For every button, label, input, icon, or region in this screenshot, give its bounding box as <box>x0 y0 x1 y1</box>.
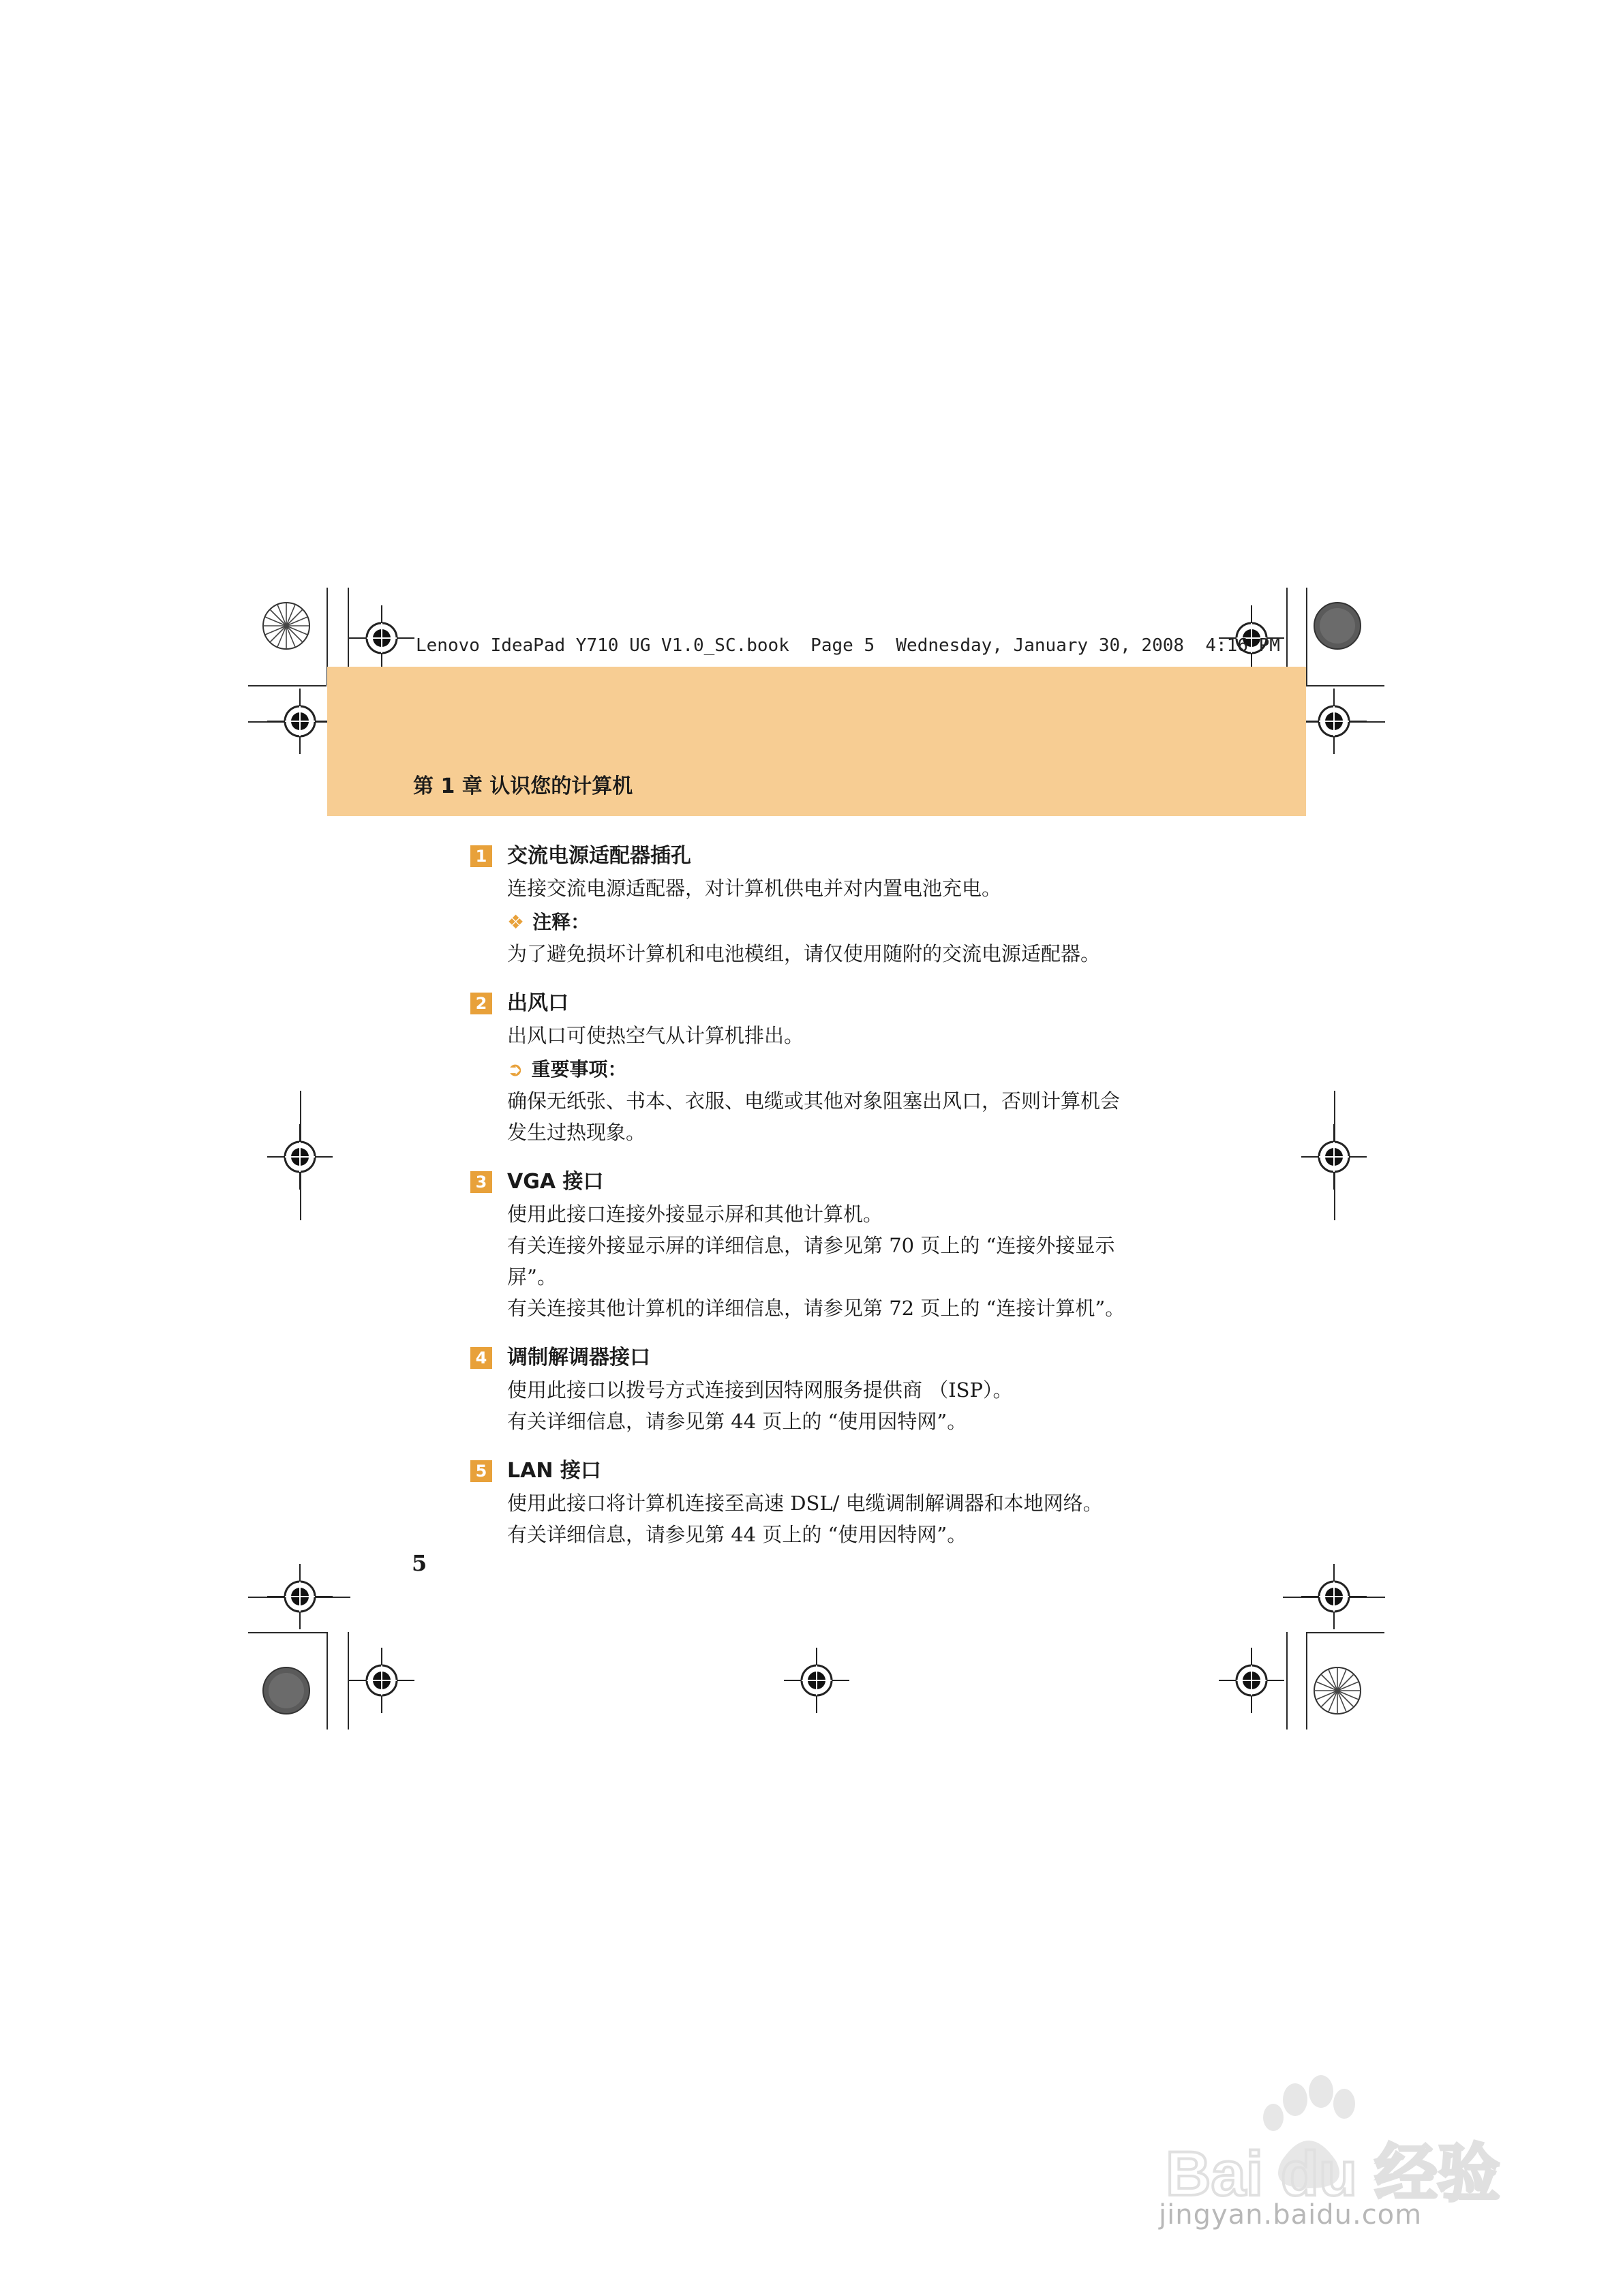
crosshair-target-icon <box>1219 1648 1284 1713</box>
item-description-line: 屏”。 <box>507 1265 557 1288</box>
baidu-jingyan-watermark <box>1159 2059 1541 2284</box>
page-number: 5 <box>412 1550 427 1576</box>
port-item <box>470 840 1207 969</box>
note-heading <box>507 907 1207 938</box>
dark-disc-mark-icon <box>263 1667 309 1714</box>
note-text-line: 确保无纸张、书本、衣服、电缆或其他对象阻塞出风口，否则计算机会 <box>507 1089 1121 1113</box>
crosshair-target-icon <box>1301 1124 1367 1190</box>
item-description-line: 使用此接口将计算机连接至高速 DSL/ 电缆调制解调器和本地网络。 <box>507 1492 1103 1515</box>
item-number-badge: 4 <box>470 1347 492 1369</box>
chapter-title: 第 1 章 认识您的计算机 <box>413 774 633 798</box>
item-number-badge: 2 <box>470 993 492 1014</box>
watermark-brand: Bai du 经验 <box>1166 2139 1500 2209</box>
crosshair-target-icon <box>267 1124 333 1190</box>
port-item <box>470 1166 1207 1324</box>
item-number-badge: 1 <box>470 845 492 867</box>
crosshair-target-icon <box>784 1648 849 1713</box>
note-text-line: 发生过热现象。 <box>507 1121 646 1144</box>
starburst-mark-icon <box>1314 1667 1361 1714</box>
item-description-line: 连接交流电源适配器，对计算机供电并对内置电池充电。 <box>507 877 1002 900</box>
dark-disc-mark-icon <box>1314 603 1361 649</box>
item-description-line: 有关连接其他计算机的详细信息，请参见第 72 页上的 “连接计算机”。 <box>507 1297 1125 1320</box>
diamond-bullet-icon: ❖ <box>507 911 525 933</box>
item-number-badge: 3 <box>470 1171 492 1193</box>
crosshair-target-icon <box>267 689 333 754</box>
port-list <box>470 840 1207 1568</box>
item-title: 调制解调器接口 <box>507 1346 650 1370</box>
note-label: 重要事项： <box>531 1058 627 1081</box>
note-heading <box>507 1054 1207 1085</box>
item-description-line: 有关连接外接显示屏的详细信息，请参见第 70 页上的 “连接外接显示 <box>507 1234 1115 1257</box>
crosshair-target-icon <box>349 605 414 671</box>
crosshair-target-icon <box>349 1648 414 1713</box>
item-title: VGA 接口 <box>507 1170 604 1194</box>
item-description-line: 使用此接口连接外接显示屏和其他计算机。 <box>507 1203 883 1226</box>
book-info-line: Lenovo IdeaPad Y710 UG V1.0_SC.book Page 5 Wednesday, January 30, 2008 4:16 PM <box>416 635 1280 656</box>
port-item <box>470 1342 1207 1437</box>
port-item <box>470 987 1207 1148</box>
watermark-url: jingyan.baidu.com <box>1159 2199 1423 2231</box>
item-number-badge: 5 <box>470 1460 492 1482</box>
item-description-line: 有关详细信息，请参见第 44 页上的 “使用因特网”。 <box>507 1410 967 1433</box>
starburst-mark-icon <box>263 603 309 649</box>
note-text-line: 为了避免损坏计算机和电池模组，请仅使用随附的交流电源适配器。 <box>507 942 1101 965</box>
item-title: 出风口 <box>507 991 568 1015</box>
item-title: 交流电源适配器插孔 <box>507 844 691 868</box>
crosshair-target-icon <box>1301 689 1367 754</box>
item-description-line: 有关详细信息，请参见第 44 页上的 “使用因特网”。 <box>507 1523 967 1546</box>
arrow-circle-icon: ➲ <box>507 1058 524 1081</box>
port-item <box>470 1455 1207 1550</box>
crosshair-target-icon <box>267 1564 333 1629</box>
item-description-line: 使用此接口以拨号方式连接到因特网服务提供商 （ISP）。 <box>507 1378 1013 1402</box>
note-label: 注释： <box>532 911 590 933</box>
item-description-line: 出风口可使热空气从计算机排出。 <box>507 1024 804 1047</box>
item-title: LAN 接口 <box>507 1459 601 1483</box>
crosshair-target-icon <box>1301 1564 1367 1629</box>
